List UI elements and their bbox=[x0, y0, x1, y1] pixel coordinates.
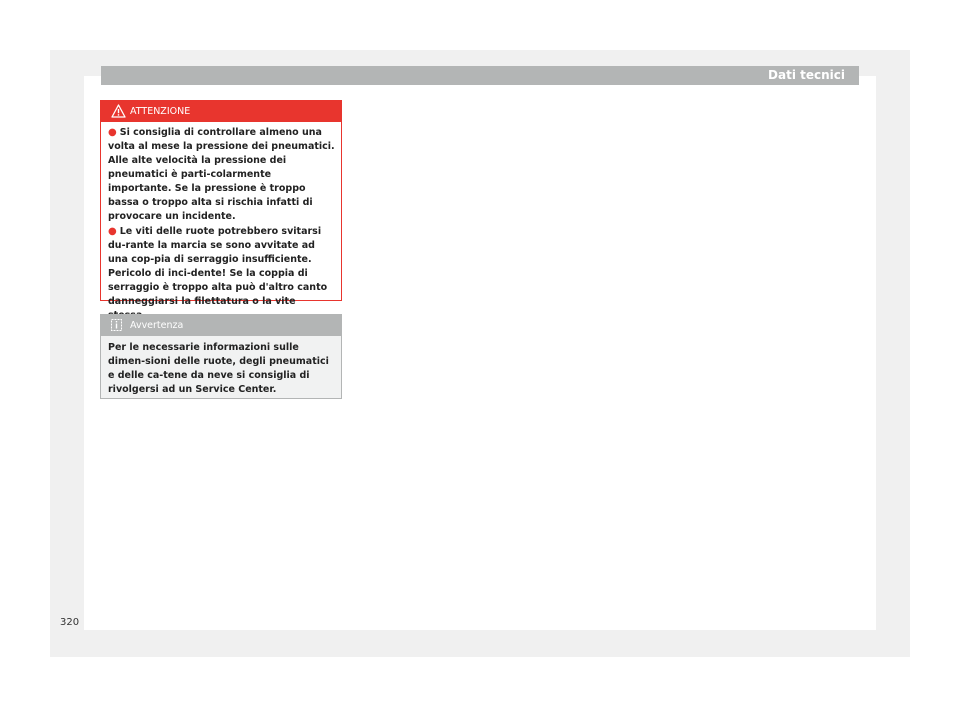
warning-item bbox=[108, 225, 335, 323]
note-box bbox=[100, 314, 342, 399]
bullet-icon: ● bbox=[108, 127, 117, 138]
note-text: Per le necessarie informazioni sulle dimen-sioni delle ruote, degli pneumatici e delle ca-tene da neve si consiglia di rivolgersi ad un Service Center. bbox=[108, 342, 329, 395]
info-icon bbox=[111, 319, 122, 331]
section-header bbox=[101, 66, 859, 85]
page-number: 320 bbox=[60, 617, 80, 628]
warning-item-text: Si consiglia di controllare almeno una volta al mese la pressione dei pneumatici. Alle alte velocità la pressione dei pneumatici è parti-colarmente importante. Se la pressione è troppo bassa o troppo alta si rischia infatti di provocare un incidente. bbox=[108, 127, 335, 222]
warning-item-text: Le viti delle ruote potrebbero svitarsi du-rante la marcia se sono avvitate ad una cop-pia di serraggio insufficiente. Pericolo di inci-dente! Se la coppia di serraggio è troppo alta può d'altro canto danneggiarsi la filettatura o la vite bbox=[108, 226, 328, 307]
warning-header bbox=[101, 101, 341, 122]
note-title: Avvertenza bbox=[130, 320, 184, 331]
warning-box bbox=[100, 100, 342, 307]
warning-triangle-icon bbox=[111, 104, 126, 118]
warning-title: ATTENZIONE bbox=[130, 106, 191, 117]
warning-body bbox=[101, 122, 341, 323]
note-header bbox=[101, 315, 341, 336]
section-title: Dati tecnici bbox=[768, 68, 845, 82]
warning-item bbox=[108, 126, 335, 224]
bullet-icon: ● bbox=[108, 226, 117, 237]
